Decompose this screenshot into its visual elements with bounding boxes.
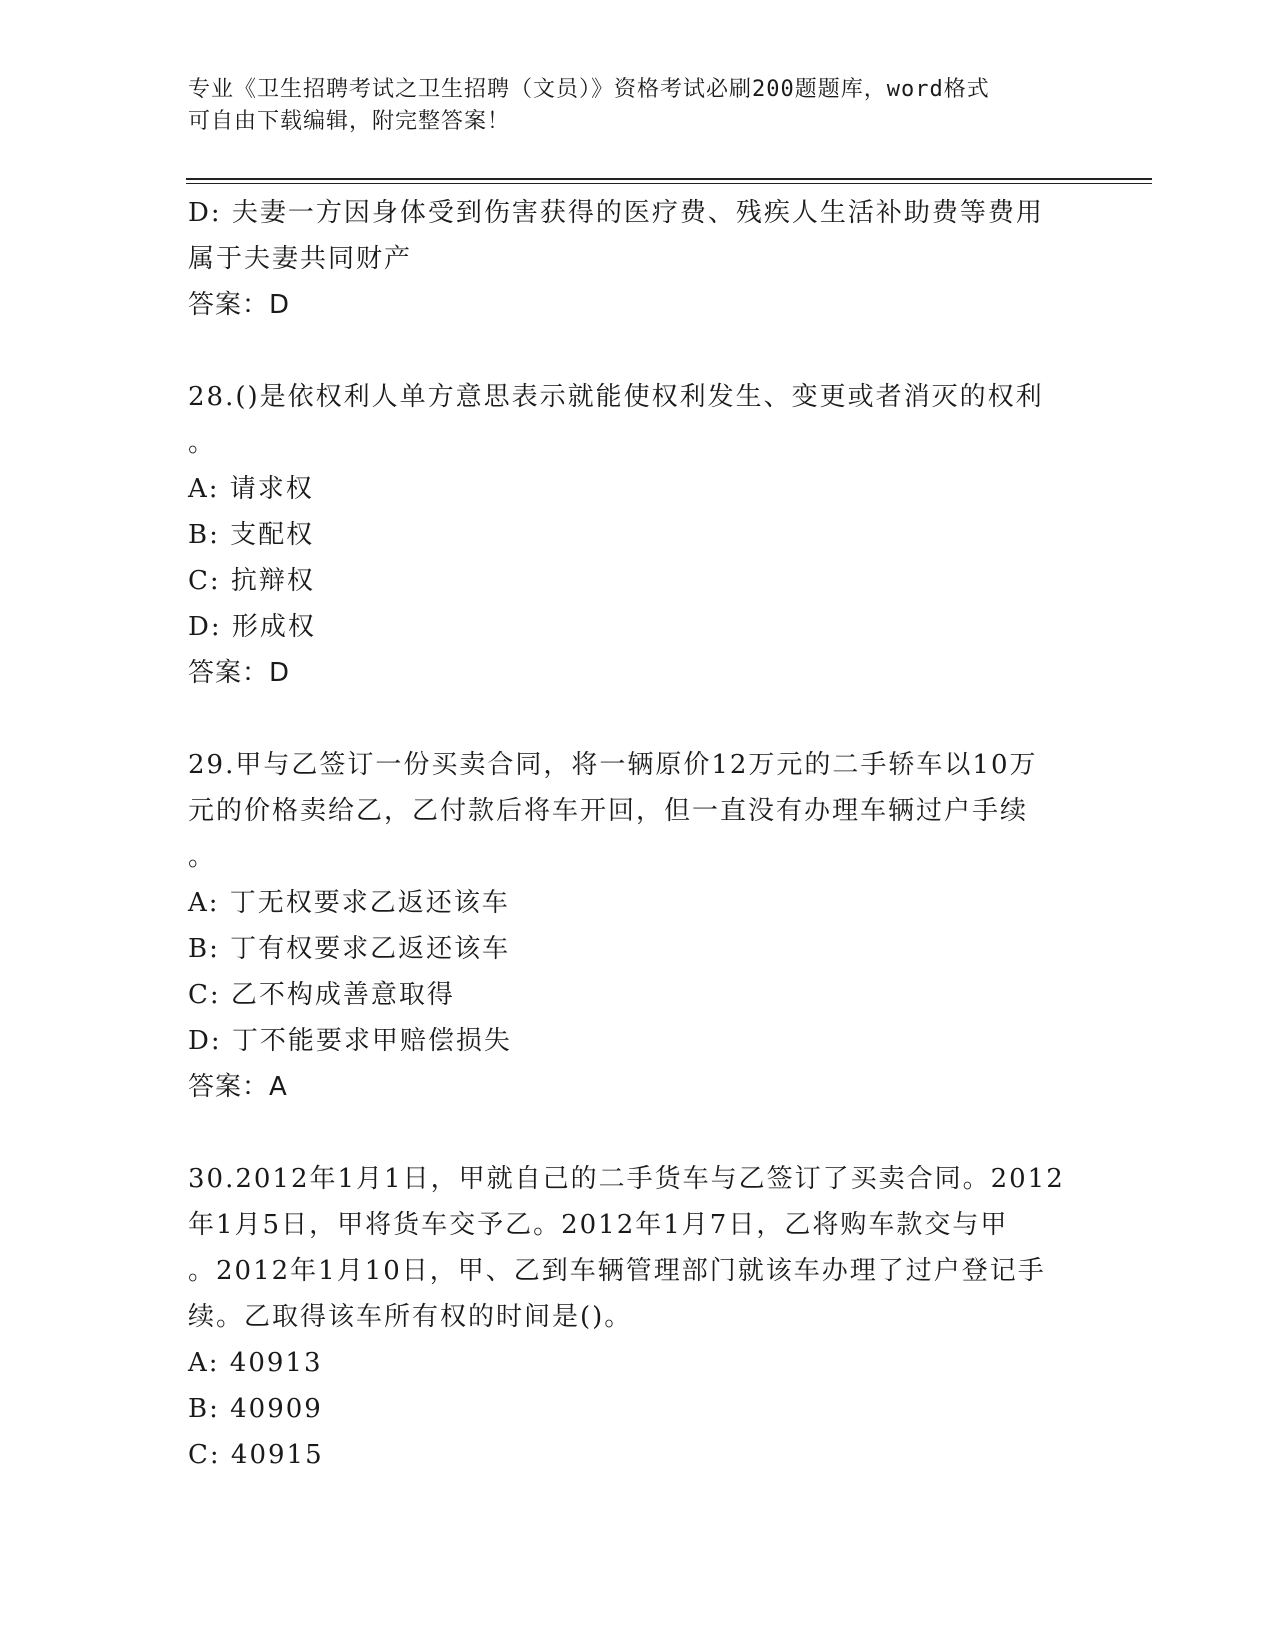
q30-stem-line-2: 年1月5日，甲将货车交予乙。2012年1月7日，乙将购车款交与甲: [188, 1210, 1009, 1240]
q28-option-a: A: 请求权: [188, 474, 314, 504]
spacer: [188, 696, 1078, 742]
q29-option-b: B: 丁有权要求乙返还该车: [188, 934, 511, 964]
question-28: [188, 374, 1078, 696]
q30-option-b: B: 40909: [188, 1394, 323, 1424]
question-27-tail: [188, 190, 1078, 328]
q27-answer: 答案：D: [188, 290, 291, 320]
q27-option-d-line-2: 属于夫妻共同财产: [188, 244, 413, 274]
q29-stem-line-1: 29.甲与乙签订一份买卖合同，将一辆原价12万元的二手轿车以10万: [188, 750, 1038, 780]
q28-stem-line-1: 28.()是依权利人单方意思表示就能使权利发生、变更或者消灭的权利: [188, 382, 1044, 412]
q28-answer: 答案：D: [188, 658, 291, 688]
spacer: [188, 328, 1078, 374]
q28-stem-line-2: 。: [188, 428, 217, 458]
question-content: [188, 190, 1078, 1478]
q30-stem-line-3: 。2012年1月10日，甲、乙到车辆管理部门就该车办理了过户登记手: [188, 1256, 1046, 1286]
q27-option-d-line-1: D: 夫妻一方因身体受到伤害获得的医疗费、残疾人生活补助费等费用: [188, 198, 1044, 228]
q29-option-d: D: 丁不能要求甲赔偿损失: [188, 1026, 512, 1056]
spacer: [188, 1110, 1078, 1156]
q29-option-a: A: 丁无权要求乙返还该车: [188, 888, 510, 918]
q28-option-c: C: 抗辩权: [188, 566, 315, 596]
page-header: [188, 74, 1068, 138]
q30-option-a: A: 40913: [188, 1348, 323, 1378]
q28-option-d: D: 形成权: [188, 612, 316, 642]
q29-answer: 答案：A: [188, 1072, 288, 1102]
q29-option-c: C: 乙不构成善意取得: [188, 980, 455, 1010]
q30-stem-line-4: 续。乙取得该车所有权的时间是()。: [188, 1302, 633, 1332]
q28-option-b: B: 支配权: [188, 520, 315, 550]
q29-stem-line-2: 元的价格卖给乙，乙付款后将车开回，但一直没有办理车辆过户手续: [188, 796, 1029, 826]
question-29: [188, 742, 1078, 1110]
header-divider: [186, 178, 1152, 180]
header-divider-thin: [186, 183, 1152, 184]
question-30: [188, 1156, 1078, 1478]
q30-option-c: C: 40915: [188, 1440, 324, 1470]
header-line-2: 可自由下载编辑，附完整答案！: [188, 109, 511, 134]
q30-stem-line-1: 30.2012年1月1日，甲就自己的二手货车与乙签订了买卖合同。2012: [188, 1164, 1065, 1194]
header-line-1: 专业《卫生招聘考试之卫生招聘（文员）》资格考试必刷200题题库，word格式: [188, 77, 990, 102]
q29-stem-line-3: 。: [188, 842, 217, 872]
